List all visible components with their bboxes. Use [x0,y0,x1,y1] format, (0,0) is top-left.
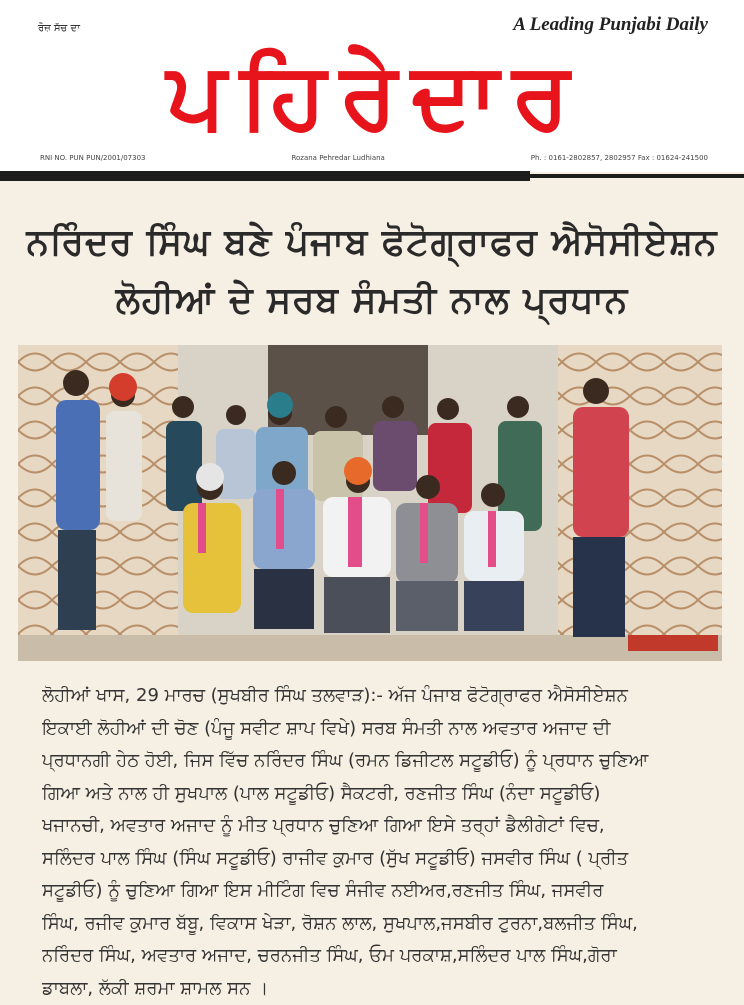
group-photo [18,345,722,661]
edition-name: Rozana Pehredar Ludhiana [291,152,384,164]
body-line: ਡਾਬਲਾ, ਲੱਕੀ ਸ਼ਰਮਾ ਸ਼ਾਮਲ ਸਨ । [42,973,722,1005]
masthead-info-line [40,152,708,164]
body-line: ਨਰਿੰਦਰ ਸਿੰਘ, ਅਵਤਾਰ ਅਜਾਦ, ਚਰਨਜੀਤ ਸਿੰਘ, ਓਮ ਪਰਕਾਸ਼,ਸਲਿੰਦਰ ਪਾਲ ਸਿੰਘ,ਗੋਰਾ [42,940,722,973]
body-line: ਗਿਆ ਅਤੇ ਨਾਲ ਹੀ ਸੁਖਪਾਲ (ਪਾਲ ਸਟੂਡੀਓ) ਸੈਕਟਰੀ, ਰਣਜੀਤ ਸਿੰਘ (ਨੰਦਾ ਸਟੂਡੀਓ) [42,778,722,811]
masthead [0,0,744,172]
masthead-small-tag: ਰੋਜ਼ ਸੱਚ ਦਾ [38,22,80,36]
masthead-rule [0,171,530,181]
article-body [42,680,722,1005]
masthead-tagline: A Leading Punjabi Daily [513,12,708,38]
masthead-rule-thin [530,174,744,178]
body-line: ਸਟੂਡੀਓ) ਨੂੰ ਚੁਣਿਆ ਗਿਆ ਇਸ ਮੀਟਿੰਗ ਵਿਚ ਸੰਜੀਵ ਨਈਅਰ,ਰਣਜੀਤ ਸਿੰਘ, ਜਸਵੀਰ [42,875,722,908]
body-line: ਸਲਿੰਦਰ ਪਾਲ ਸਿੰਘ (ਸਿੰਘ ਸਟੂਡੀਓ) ਰਾਜੀਵ ਕੁਮਾਰ (ਸੁੱਖ ਸਟੂਡੀਓ) ਜਸਵੀਰ ਸਿੰਘ ( ਪ੍ਰੀਤ [42,843,722,876]
body-line: ਲੋਹੀਆਂ ਖਾਸ, 29 ਮਾਰਚ (ਸੁਖਬੀਰ ਸਿੰਘ ਤਲਵਾੜ):- ਅੱਜ ਪੰਜਾਬ ਫੋਟੋਗ੍ਰਾਫਰ ਐਸੋਸੀਏਸ਼ਨ [42,680,722,713]
body-line: ਸਿੰਘ, ਰਜੀਵ ਕੁਮਾਰ ਬੱਬੂ, ਵਿਕਾਸ ਖੇੜਾ, ਰੋਸ਼ਨ ਲਾਲ, ਸੁਖਪਾਲ,ਜਸਬੀਰ ਟੁਰਨਾ,ਬਲਜੀਤ ਸਿੰਘ, [42,908,722,941]
body-line: ਖਜਾਨਚੀ, ਅਵਤਾਰ ਅਜਾਦ ਨੂੰ ਮੀਤ ਪ੍ਰਧਾਨ ਚੁਣਿਆ ਗਿਆ ਇਸੇ ਤਰ੍ਹਾਂ ਡੈਲੀਗੇਟਾਂ ਵਿਚ, [42,810,722,843]
headline-line-1: ਨਰਿੰਦਰ ਸਿੰਘ ਬਣੇ ਪੰਜਾਬ ਫੋਟੋਗ੍ਰਾਫਰ ਐਸੋਸੀਏਸ਼ਨ [20,222,724,264]
body-line: ਪ੍ਰਧਾਨਗੀ ਹੇਠ ਹੋਈ, ਜਿਸ ਵਿੱਚ ਨਰਿੰਦਰ ਸਿੰਘ (ਰਮਨ ਡਿਜੀਟਲ ਸਟੂਡੀਓ) ਨੂੰ ਪ੍ਰਧਾਨ ਚੁਣਿਆ [42,745,722,778]
rni-number: RNI NO. PUN PUN/2001/07303 [40,152,146,164]
group-photo-illustration [18,345,722,661]
headline-line-2: ਲੋਹੀਆਂ ਦੇ ਸਰਬ ਸੰਮਤੀ ਨਾਲ ਪ੍ਰਧਾਨ [20,280,724,322]
newspaper-logo: ਪਹਿਰੇਦਾਰ [40,44,710,148]
body-line: ਇਕਾਈ ਲੋਹੀਆਂ ਦੀ ਚੋਣ (ਪੰਜੂ ਸਵੀਟ ਸ਼ਾਪ ਵਿਖੇ) ਸਰਬ ਸੰਮਤੀ ਨਾਲ ਅਵਤਾਰ ਅਜਾਦ ਦੀ [42,713,722,746]
contact-numbers: Ph. : 0161-2802857, 2802957 Fax : 01624-241500 [531,152,708,164]
